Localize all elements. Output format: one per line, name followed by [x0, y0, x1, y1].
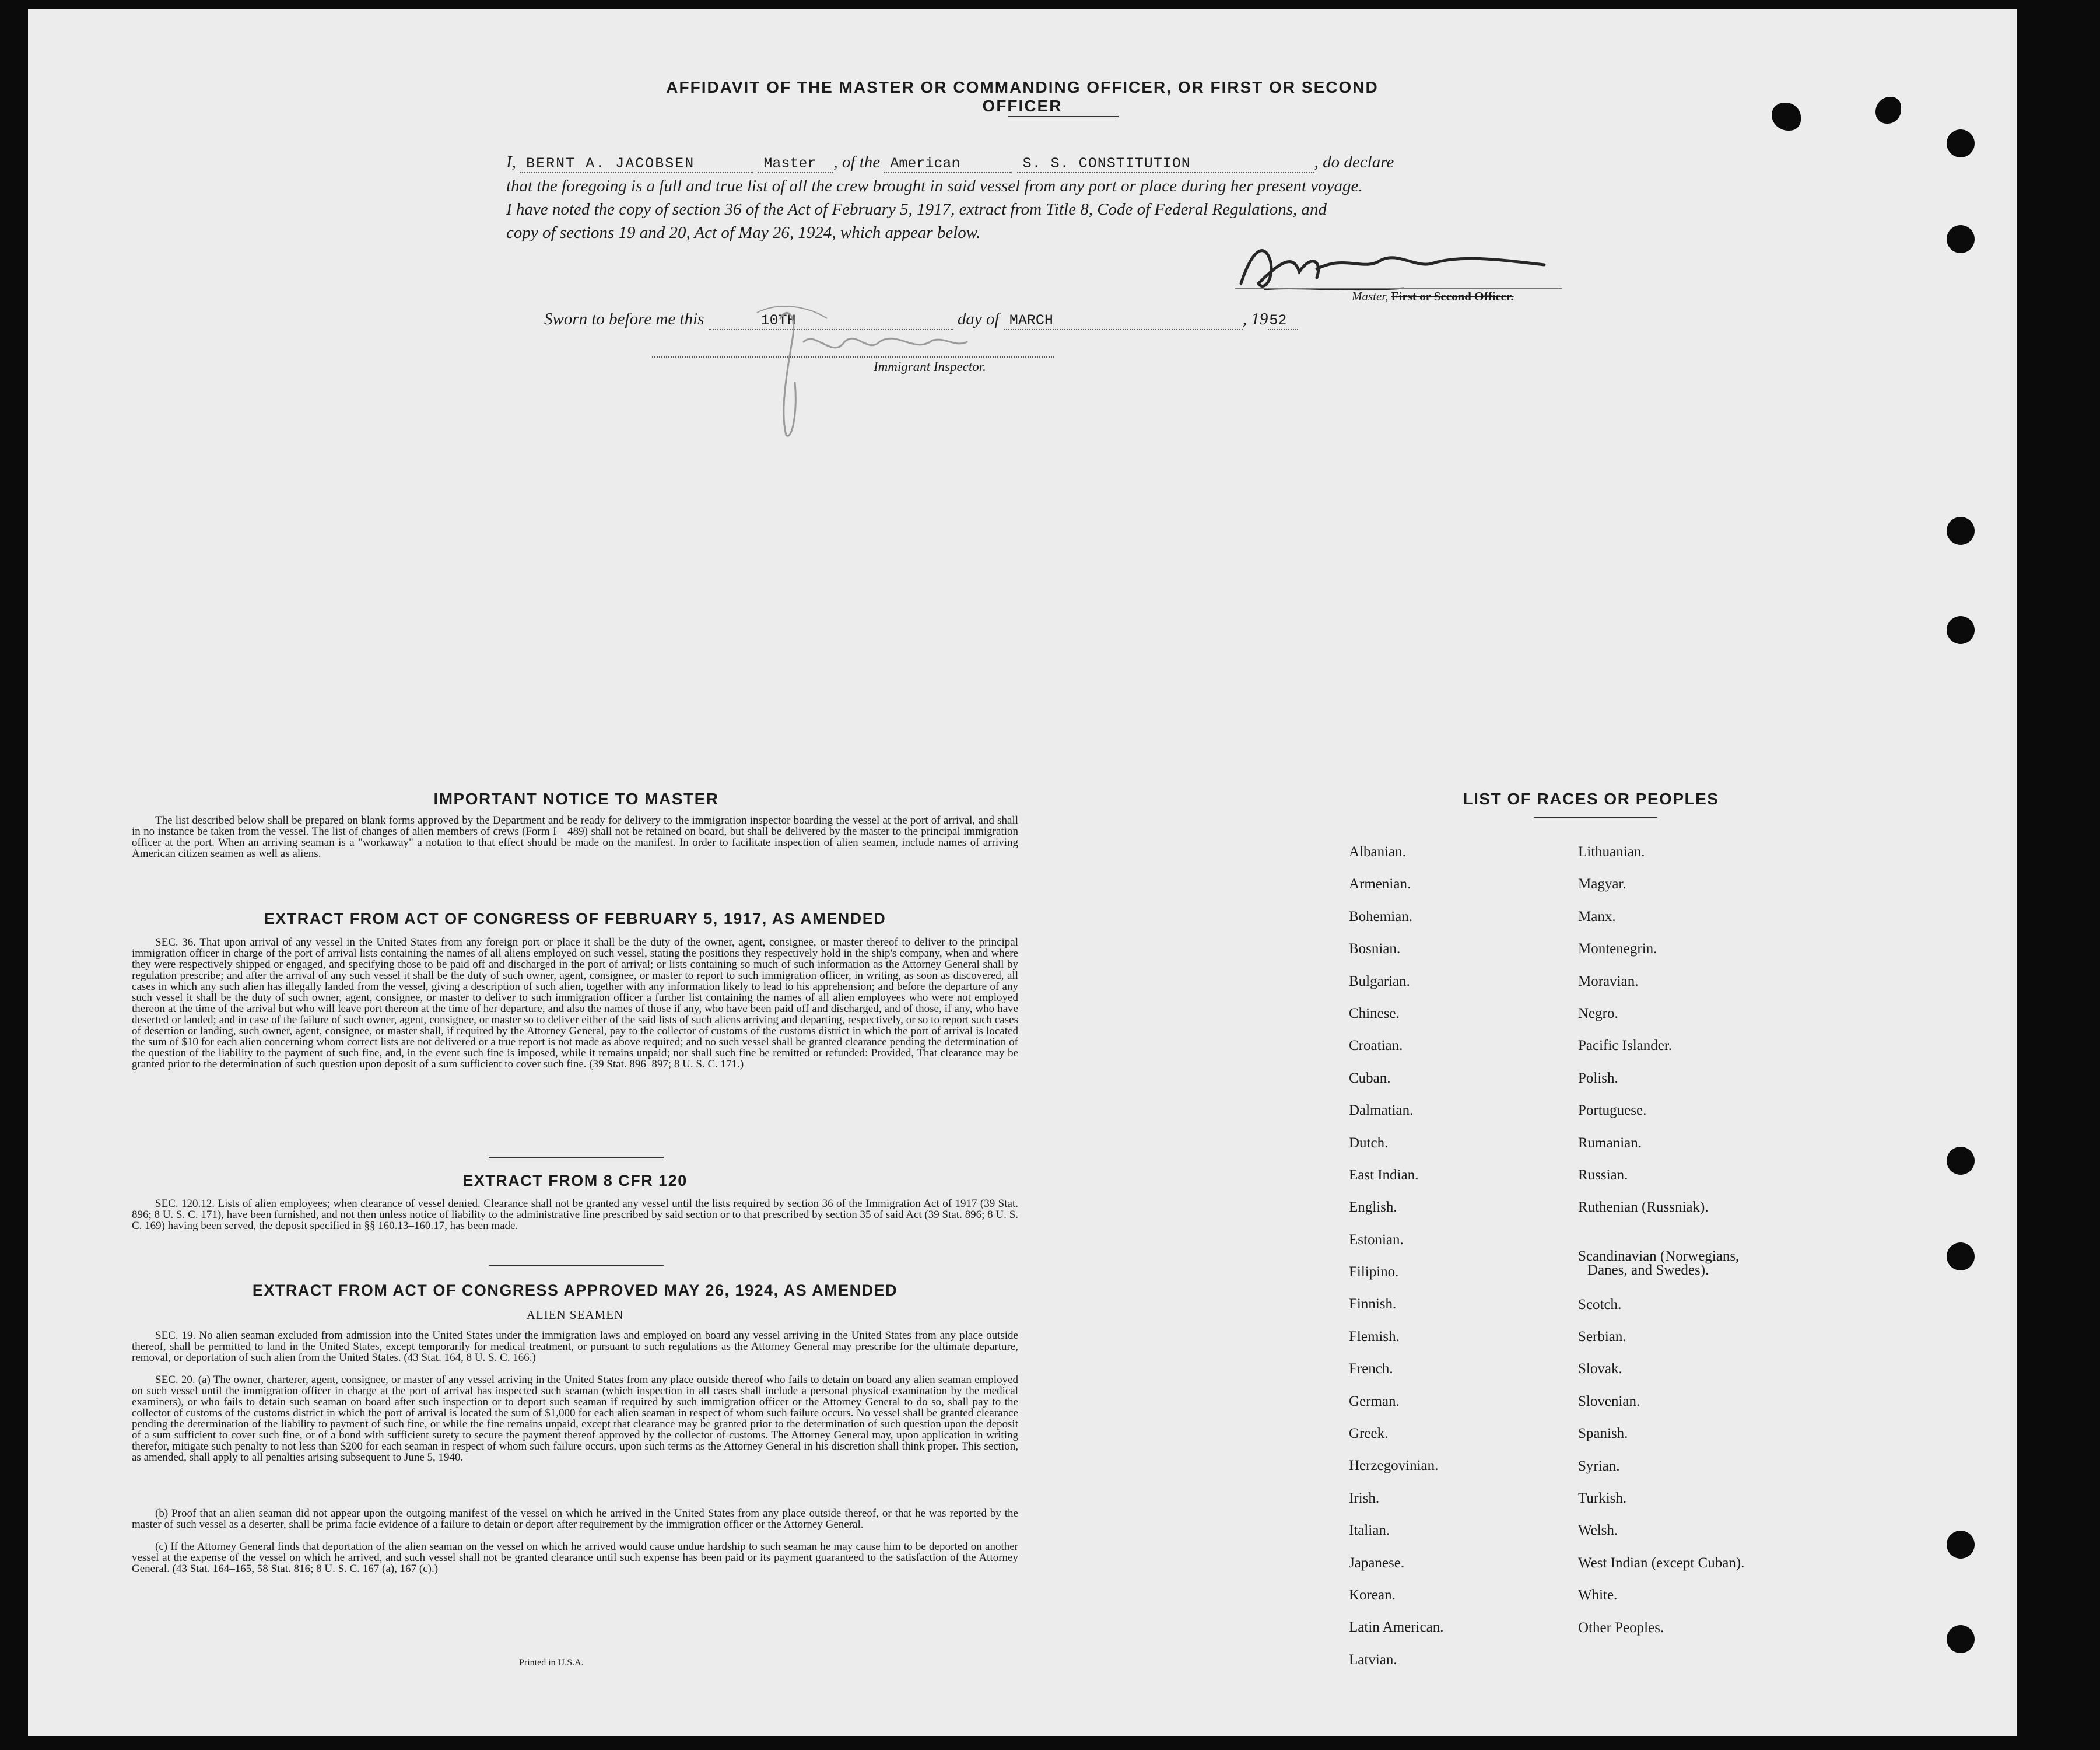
- race-item: Polish.: [1578, 1070, 1618, 1086]
- extract-1924-sec20b: (b) Proof that an alien seaman did not appear upon the outgoing manifest of the vessel on which he arrived in the United States from any place outside thereof, or that he was reported by the master of such vessel as a deserter, shall be prima facie evidence of a failure to detain or deport after requirement by the immigration officer or the Attorney General.: [132, 1507, 1018, 1531]
- punch-hole: [1947, 517, 1975, 545]
- vessel-name-field: S. S. CONSTITUTION: [1017, 155, 1314, 173]
- divider-1: [489, 1157, 664, 1158]
- race-item: Moravian.: [1578, 973, 1639, 989]
- year-prefix: , 19: [1242, 310, 1268, 328]
- signature-caption-master: Master,: [1352, 289, 1389, 303]
- race-item: Ruthenian (Russniak).: [1578, 1199, 1709, 1216]
- race-item: Albanian.: [1349, 844, 1406, 860]
- race-item: Welsh.: [1578, 1522, 1618, 1539]
- race-item: Flemish.: [1349, 1328, 1400, 1345]
- title-underline: [1008, 116, 1119, 117]
- race-item: Cuban.: [1349, 1070, 1391, 1086]
- race-item: Pacific Islander.: [1578, 1038, 1673, 1054]
- race-item: Dutch.: [1349, 1135, 1389, 1151]
- race-item: English.: [1349, 1199, 1397, 1216]
- race-item: Spanish.: [1578, 1426, 1628, 1442]
- day-field: 10TH: [709, 312, 953, 330]
- race-item: East Indian.: [1349, 1167, 1419, 1183]
- affidavit-line-1: [506, 153, 1638, 173]
- race-item: Serbian.: [1578, 1329, 1626, 1345]
- race-item: Bosnian.: [1349, 941, 1401, 957]
- ink-blot: [1875, 97, 1901, 124]
- race-item: West Indian (except Cuban).: [1578, 1555, 1745, 1571]
- punch-hole: [1947, 225, 1975, 253]
- races-column-1: [1349, 844, 1565, 1684]
- month-field: MARCH: [1004, 312, 1243, 330]
- race-item: Lithuanian.: [1578, 844, 1645, 860]
- extract-1924-sec20c: (c) If the Attorney General finds that deportation of the alien seaman on the vessel on which he arrived would cause undue hardship to such seaman he may cause him to be deported on another vessel at the expense of the vessel on which he arrived, and such vessel shall not be granted clearance until such expense has been paid or its payment guaranteed to the satisfaction of the Attorney General. (43 Stat. 164–165, 58 Stat. 816; 8 U. S. C. 167 (a), 167 (c).): [132, 1541, 1018, 1575]
- sworn-label: Sworn to before me this: [544, 310, 704, 328]
- race-item: Manx.: [1578, 908, 1616, 925]
- races-title-underline: [1534, 817, 1657, 818]
- affidavit-line-3: I have noted the copy of section 36 of the Act of February 5, 1917, extract from Title 8, Code of Federal Regulations, and: [506, 200, 1327, 219]
- race-item: Syrian.: [1578, 1458, 1620, 1474]
- race-item: Croatian.: [1349, 1038, 1403, 1054]
- extract-1917-title: EXTRACT FROM ACT OF CONGRESS OF FEBRUARY 5, 1917, AS AMENDED: [264, 910, 886, 928]
- of-the-label: , of the: [833, 153, 881, 172]
- race-item: German.: [1349, 1393, 1400, 1409]
- ink-blot: [1772, 103, 1801, 131]
- race-item: Latvian.: [1349, 1651, 1397, 1668]
- race-item: Rumanian.: [1578, 1135, 1642, 1151]
- race-item: Irish.: [1349, 1490, 1380, 1506]
- affidavit-line-2: that the foregoing is a full and true list of all the crew brought in said vessel from any port or place during her present voyage.: [506, 177, 1363, 195]
- master-name-field: BERNT A. JACOBSEN: [520, 155, 753, 173]
- alien-seamen-subtitle: ALIEN SEAMEN: [526, 1308, 624, 1322]
- notice-title: IMPORTANT NOTICE TO MASTER: [433, 790, 719, 808]
- race-item: Finnish.: [1349, 1296, 1397, 1312]
- extract-1924-title: EXTRACT FROM ACT OF CONGRESS APPROVED MAY 26, 1924, AS AMENDED: [252, 1282, 898, 1299]
- punch-hole: [1947, 1531, 1975, 1559]
- printed-in-usa: Printed in U.S.A.: [519, 1658, 584, 1668]
- race-item: Italian.: [1349, 1522, 1390, 1539]
- inspector-caption: Immigrant Inspector.: [874, 359, 986, 374]
- race-item: Armenian.: [1349, 876, 1411, 892]
- race-item: Russian.: [1578, 1167, 1628, 1183]
- races-title: LIST OF RACES OR PEOPLES: [1463, 790, 1719, 808]
- punch-hole: [1947, 1242, 1975, 1270]
- race-item: Chinese.: [1349, 1005, 1400, 1021]
- rank-field: Master: [758, 155, 833, 173]
- punch-hole: [1947, 130, 1975, 158]
- punch-hole: [1947, 1147, 1975, 1175]
- year-field: 52: [1268, 312, 1298, 330]
- extract-cfr-title: EXTRACT FROM 8 CFR 120: [462, 1172, 688, 1189]
- race-item: Turkish.: [1578, 1490, 1627, 1507]
- race-item: French.: [1349, 1361, 1393, 1377]
- signature-caption-struck: First or Second Officer.: [1391, 289, 1514, 303]
- declare-label: , do declare: [1314, 153, 1394, 172]
- race-item: White.: [1578, 1587, 1618, 1604]
- affidavit-title: AFFIDAVIT OF THE MASTER OR COMMANDING OFFICER, OR FIRST OR SECOND OFFICER: [666, 78, 1379, 115]
- race-item: Portuguese.: [1578, 1102, 1647, 1119]
- race-item: Slovak.: [1578, 1361, 1622, 1377]
- notice-body: The list described below shall be prepared on blank forms approved by the Department and be ready for delivery to the immigration inspector boarding the vessel at the port of arrival, and shall in no instance be taken from the vessel. The list of changes of alien members of crews (Form I—489) shall not be retained on board, but shall be delivered by the master to the principal immigration officer at the port. When an arriving seaman is a "workaway" a notation to that effect should be made on the manifest. In order to facilitate inspection of alien seamen, include names of arriving American citizen seamen as well as aliens.: [132, 814, 1018, 860]
- race-item: Other Peoples.: [1578, 1619, 1664, 1636]
- divider-2: [489, 1265, 664, 1266]
- extract-cfr-body: SEC. 120.12. Lists of alien employees; when clearance of vessel denied. Clearance shall not be granted any vessel until the lists required by section 36 of the Immigration Act of 1917 (39 Stat. 896; 8 U. S. C. 171), have been furnished, and not then unless notice of liability to the administrative fine prescribed by said section or to that prescribed by section 35 of said Act (39 Stat. 896; 8 U. S. C. 169) having been served, the deposit specified in §§ 160.13–160.17, has been made.: [132, 1198, 1018, 1232]
- race-item: Estonian.: [1349, 1231, 1404, 1248]
- races-column-2: [1578, 844, 1881, 1652]
- nationality-field: American: [884, 155, 1012, 173]
- race-item: Dalmatian.: [1349, 1102, 1414, 1119]
- signature-caption: [1352, 289, 1514, 304]
- race-item: Bohemian.: [1349, 908, 1413, 925]
- day-of-label: day of: [957, 310, 1000, 328]
- race-item: Latin American.: [1349, 1619, 1444, 1636]
- race-item: Scandinavian (Norwegians,: [1578, 1248, 1740, 1264]
- race-item: Korean.: [1349, 1587, 1396, 1603]
- race-item: Magyar.: [1578, 876, 1626, 892]
- race-item: Montenegrin.: [1578, 941, 1657, 957]
- i-label: I,: [506, 153, 516, 172]
- race-item: Negro.: [1578, 1005, 1618, 1021]
- race-item: Filipino.: [1349, 1264, 1399, 1280]
- document-page: [28, 9, 2017, 1736]
- extract-1924-sec20a: SEC. 20. (a) The owner, charterer, agent, consignee, or master of any vessel arriving in the United States from any place outside thereof who fails to detain on board any alien seaman employed on such vessel until the immigration officer in charge at the port of arrival has inspected such seaman (which inspection in all cases shall include a personal physical examination by the medical examiners), or who fails to detain such seaman on board after such inspection or to deport such seaman if required by such immigration officer or the Attorney General to do so, shall pay to the collector of customs of the customs district in which the port of arrival is located the sum of $1,000 for each alien seaman in respect of whom such failure occurs. No vessel shall be granted clearance pending the determination of the liability to payment of such fine, or while the fine remains unpaid, except that clearance may be granted prior to the determination of such question upon the deposit of a sum sufficient to cover such fine, or of a bond with sufficient surety to secure the payment thereof approved by the collector of customs. The Attorney General may, upon application in writing therefor, mitigate such penalty to not less than $200 for each seaman in respect of whom such failure occurs, upon such terms as the Attorney General in his discretion shall think proper. This section, as amended, shall apply to all penalties arising subsequent to June 5, 1940.: [132, 1374, 1018, 1464]
- race-item: Herzegovinian.: [1349, 1458, 1439, 1474]
- punch-hole: [1947, 1625, 1975, 1653]
- race-item: Slovenian.: [1578, 1393, 1640, 1409]
- inspector-signature-line: [652, 355, 1054, 358]
- race-item: Japanese.: [1349, 1555, 1405, 1571]
- affidavit-line-4: copy of sections 19 and 20, Act of May 26, 1924, which appear below.: [506, 223, 981, 242]
- race-item: Bulgarian.: [1349, 973, 1410, 989]
- race-item: Scotch.: [1578, 1296, 1622, 1312]
- extract-1924-sec19: SEC. 19. No alien seaman excluded from admission into the United States under the immigration laws and employed on board any vessel arriving in the United States from any place outside thereof, shall be permitted to land in the United States, except temporarily for medical treatment, or pursuant to such regulations as the Attorney General may prescribe for the ultimate departure, removal, or deportation of such alien from the United States. (43 Stat. 164, 8 U. S. C. 166.): [132, 1329, 1018, 1364]
- punch-hole: [1947, 616, 1975, 644]
- race-item: Danes, and Swedes).: [1587, 1262, 1709, 1278]
- race-item: Greek.: [1349, 1426, 1389, 1442]
- extract-1917-body: SEC. 36. That upon arrival of any vessel in the United States from any foreign port or place it shall be the duty of the owner, agent, consignee, or master thereof to deliver to the principal immigration officer in charge of the port of arrival lists containing the names of all aliens employed on such vessel, stating the positions they respectively hold in the ship's company, when and where they were respectively shipped or engaged, and specifying those to be paid off and discharged in the port of arrival; or lists containing so much of such information as the Attorney General shall by regulation prescribe; and after the arrival of any such vessel it shall be the duty of such owner, agent, consignee, or master to report to such immigration officer, in writing, as soon as discovered, all cases in which any such alien has illegally landed from the vessel, giving a description of such alien, together with any information likely to lead to his apprehension; and before the departure of any such vessel it shall be the duty of such owner, agent, consignee, or master to deliver to such immigration officer a further list containing the names of all alien employees who were not employed thereon at the time of the arrival but who will leave port thereon at the time of her departure, and also the names of those if any, who have been paid off and discharged, and of those, if any, who have deserted or landed; and in case of the failure of such owner, agent, consignee, or master so to deliver either of the said lists of such aliens arriving and departing, respectively, or so to report such cases of desertion or landing, such owner, agent, consignee, or master shall, if required by the Attorney General, pay to the collector of customs of the customs district in which the port of arrival is located the sum of $10 for each alien concerning whom correct lists are not delivered or a true report is not made as above required; and no such vessel shall be granted clearance pending the determination of the question of the liability to the payment of such fine, and, in the event such fine is imposed, while it remains unpaid; nor shall such fine be remitted or refunded: Provided, That clearance may be granted prior to the determination of such question upon deposit of a sum sufficient to cover such fine. (39 Stat. 896–897; 8 U. S. C. 171.): [132, 936, 1018, 1070]
